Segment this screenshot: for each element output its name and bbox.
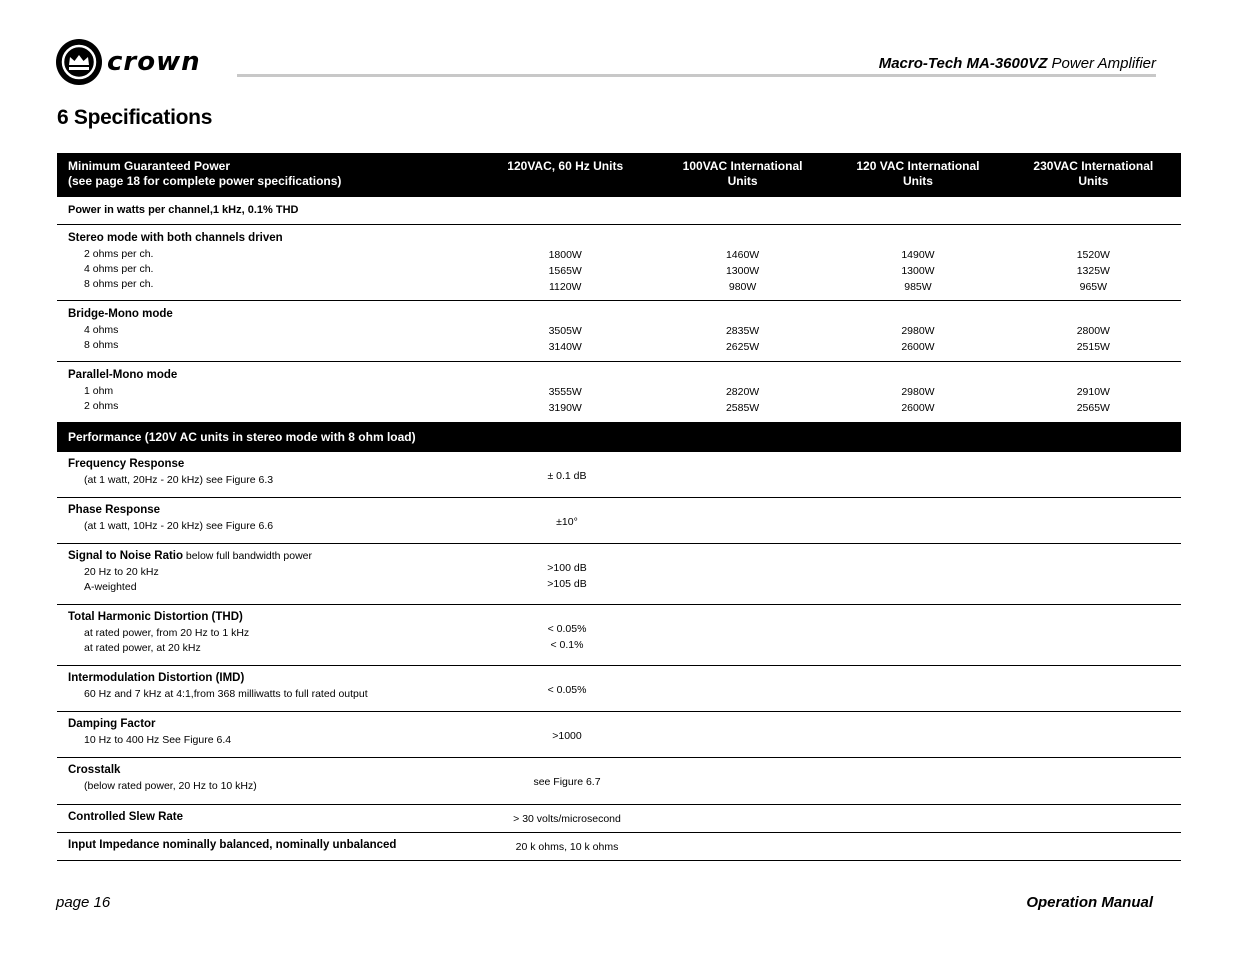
row-title [68, 839, 477, 851]
performance-label [57, 504, 477, 534]
row-title-note: below full bandwidth power [183, 550, 313, 562]
value-cell [477, 764, 657, 794]
value: 1800W [548, 249, 582, 261]
performance-row [57, 544, 1181, 605]
value: 2910W [1076, 386, 1110, 398]
value: 2980W [901, 386, 935, 398]
value: 3140W [548, 341, 582, 353]
performance-row [57, 758, 1181, 805]
value: 2600W [901, 341, 935, 353]
performance-row [57, 833, 1181, 861]
header-rule [237, 74, 1156, 77]
row-title-text: Controlled Slew Rate [68, 811, 184, 823]
value: 980W [728, 281, 757, 293]
value: 3190W [548, 402, 582, 414]
performance-label [57, 672, 477, 702]
performance-row [57, 452, 1181, 498]
header-label [57, 153, 476, 197]
load-label: 2 ohms per ch. [84, 248, 154, 260]
value-cell [1006, 308, 1181, 355]
row-detail: 20 Hz to 20 kHz [84, 566, 159, 578]
performance-label [57, 811, 477, 827]
performance-row [57, 605, 1181, 666]
value: >100 dB [547, 562, 587, 574]
table-header-row [57, 153, 1181, 197]
value: 3505W [548, 325, 582, 337]
row-title: Stereo mode with both channels driven [68, 232, 283, 244]
value: < 0.05% [547, 623, 587, 635]
value-cell [477, 458, 657, 488]
value: 2980W [901, 325, 935, 337]
section-title: 6 Specifications [57, 106, 213, 129]
parallel-mono-row [57, 362, 1181, 423]
value-cell [477, 839, 657, 855]
value-cell [655, 369, 830, 416]
header-col-230vac [1006, 153, 1181, 197]
row-detail: 10 Hz to 400 Hz See Figure 6.4 [84, 734, 232, 746]
manual-title: Operation Manual [1026, 894, 1153, 911]
performance-row [57, 666, 1181, 712]
value-cell [477, 611, 657, 656]
product-type: Power Amplifier [1047, 55, 1156, 72]
load-label: 8 ohms per ch. [84, 278, 154, 290]
value-cell [476, 232, 655, 295]
bridge-mono-row [57, 301, 1181, 362]
value: 2515W [1076, 341, 1110, 353]
value: 2835W [725, 325, 760, 337]
performance-label [57, 839, 477, 855]
row-title [68, 672, 477, 684]
value: 1325W [1076, 265, 1110, 277]
value: 1520W [1076, 249, 1110, 261]
performance-label [57, 764, 477, 794]
row-detail: (at 1 watt, 20Hz - 20 kHz) see Figure 6.3 [84, 474, 274, 486]
row-detail: 60 Hz and 7 kHz at 4:1,from 368 milliwatts to full rated output [84, 688, 368, 700]
load-label: 8 ohms [84, 339, 119, 351]
row-title [68, 504, 477, 516]
row-title-text: Crosstalk [68, 764, 121, 776]
value-cell [477, 718, 657, 748]
value: ± 0.1 dB [547, 470, 587, 482]
performance-row [57, 805, 1181, 833]
value-cell [477, 811, 657, 827]
load-label: 4 ohms [84, 324, 119, 336]
row-title-text: Frequency Response [68, 458, 185, 470]
row-detail: (at 1 watt, 10Hz - 20 kHz) see Figure 6.6 [84, 520, 274, 532]
value: 20 k ohms, 10 k ohms [515, 841, 619, 853]
header-label-line1: Minimum Guaranteed Power [68, 159, 231, 173]
value-cell [655, 308, 830, 355]
row-title-text: Damping Factor [68, 718, 156, 730]
performance-label [57, 611, 477, 656]
performance-label [57, 550, 477, 595]
row-title-text: Signal to Noise Ratio [68, 550, 184, 562]
value-cell [476, 308, 655, 355]
value: 1120W [548, 281, 582, 293]
header-col-text: Units [1078, 174, 1109, 188]
value: 1490W [901, 249, 935, 261]
value-cell [476, 369, 655, 416]
header-col-text: Units [902, 174, 933, 188]
value-cell [655, 232, 830, 295]
row-title: Bridge-Mono mode [68, 308, 173, 320]
value: < 0.05% [547, 684, 587, 696]
specifications-table [57, 153, 1181, 861]
value: 2820W [725, 386, 760, 398]
value-cell [477, 672, 657, 702]
value-cell [830, 308, 1005, 355]
value: ±10° [556, 516, 578, 528]
row-title: Parallel-Mono mode [68, 369, 178, 381]
value: 1565W [548, 265, 582, 277]
header-col-text: Units [727, 174, 758, 188]
row-title [68, 458, 477, 470]
crown-logo [55, 38, 201, 86]
value: 965W [1079, 281, 1108, 293]
value: 2625W [725, 341, 760, 353]
row-title [68, 611, 477, 623]
value-cell [477, 504, 657, 534]
value-cell [1006, 232, 1181, 295]
stereo-mode-row [57, 225, 1181, 301]
value: > 30 volts/microsecond [513, 813, 621, 825]
value-cell [477, 550, 657, 595]
row-title [68, 811, 477, 823]
header-col-text: 230VAC International [1033, 159, 1154, 173]
value: 2565W [1076, 402, 1110, 414]
row-title [68, 550, 477, 562]
value: >105 dB [547, 578, 587, 590]
crown-wordmark: crown [107, 47, 201, 77]
row-title [68, 764, 477, 776]
row-title [68, 718, 477, 730]
header-col-text: 100VAC International [682, 159, 803, 173]
row-title-text: Total Harmonic Distortion (THD) [68, 611, 243, 623]
header-col-100vac [655, 153, 830, 197]
value: see Figure 6.7 [533, 776, 601, 788]
page-number: page 16 [56, 894, 111, 911]
value-cell [1006, 369, 1181, 416]
value: 985W [904, 281, 932, 293]
row-title-text: Phase Response [68, 504, 161, 516]
header-col-text: 120 VAC International [856, 159, 980, 173]
row-detail: A-weighted [84, 581, 137, 593]
model-name: Macro-Tech MA-3600VZ [878, 55, 1048, 72]
row-detail: at rated power, at 20 kHz [84, 642, 201, 654]
crown-emblem-icon [55, 38, 103, 86]
bridge-mono-label [57, 308, 476, 355]
performance-rows [57, 452, 1181, 861]
value: >1000 [552, 730, 582, 742]
load-label: 1 ohm [84, 385, 114, 397]
value: 2800W [1076, 325, 1110, 337]
value: < 0.1% [550, 639, 584, 651]
header-col-120vac [476, 153, 655, 197]
performance-header: Performance (120V AC units in stereo mode with 8 ohm load) [57, 423, 1181, 452]
document-title [879, 55, 1156, 72]
performance-label [57, 458, 477, 488]
performance-label [57, 718, 477, 748]
value: 1300W [901, 265, 935, 277]
load-label: 2 ohms [84, 400, 119, 412]
header-label-line2: (see page 18 for complete power specifications) [68, 174, 342, 188]
row-title-text: Intermodulation Distortion (IMD) [68, 672, 245, 684]
value: 1460W [725, 249, 760, 261]
row-detail: (below rated power, 20 Hz to 10 kHz) [84, 780, 257, 792]
parallel-mono-label [57, 369, 476, 416]
value-cell [830, 369, 1005, 416]
header-col-text: 120VAC, 60 Hz Units [507, 159, 624, 173]
load-label: 4 ohms per ch. [84, 263, 154, 275]
value: 3555W [548, 386, 582, 398]
performance-row [57, 498, 1181, 544]
value: 2600W [901, 402, 935, 414]
stereo-mode-label [57, 232, 476, 295]
performance-row [57, 712, 1181, 758]
value: 2585W [725, 402, 760, 414]
value-cell [830, 232, 1005, 295]
row-title-text: Input Impedance nominally balanced, nominally unbalanced [68, 839, 397, 851]
value: 1300W [725, 265, 760, 277]
row-detail: at rated power, from 20 Hz to 1 kHz [84, 627, 250, 639]
header-col-120vac-intl [830, 153, 1005, 197]
power-subheader: Power in watts per channel,1 kHz, 0.1% THD [57, 197, 1181, 225]
